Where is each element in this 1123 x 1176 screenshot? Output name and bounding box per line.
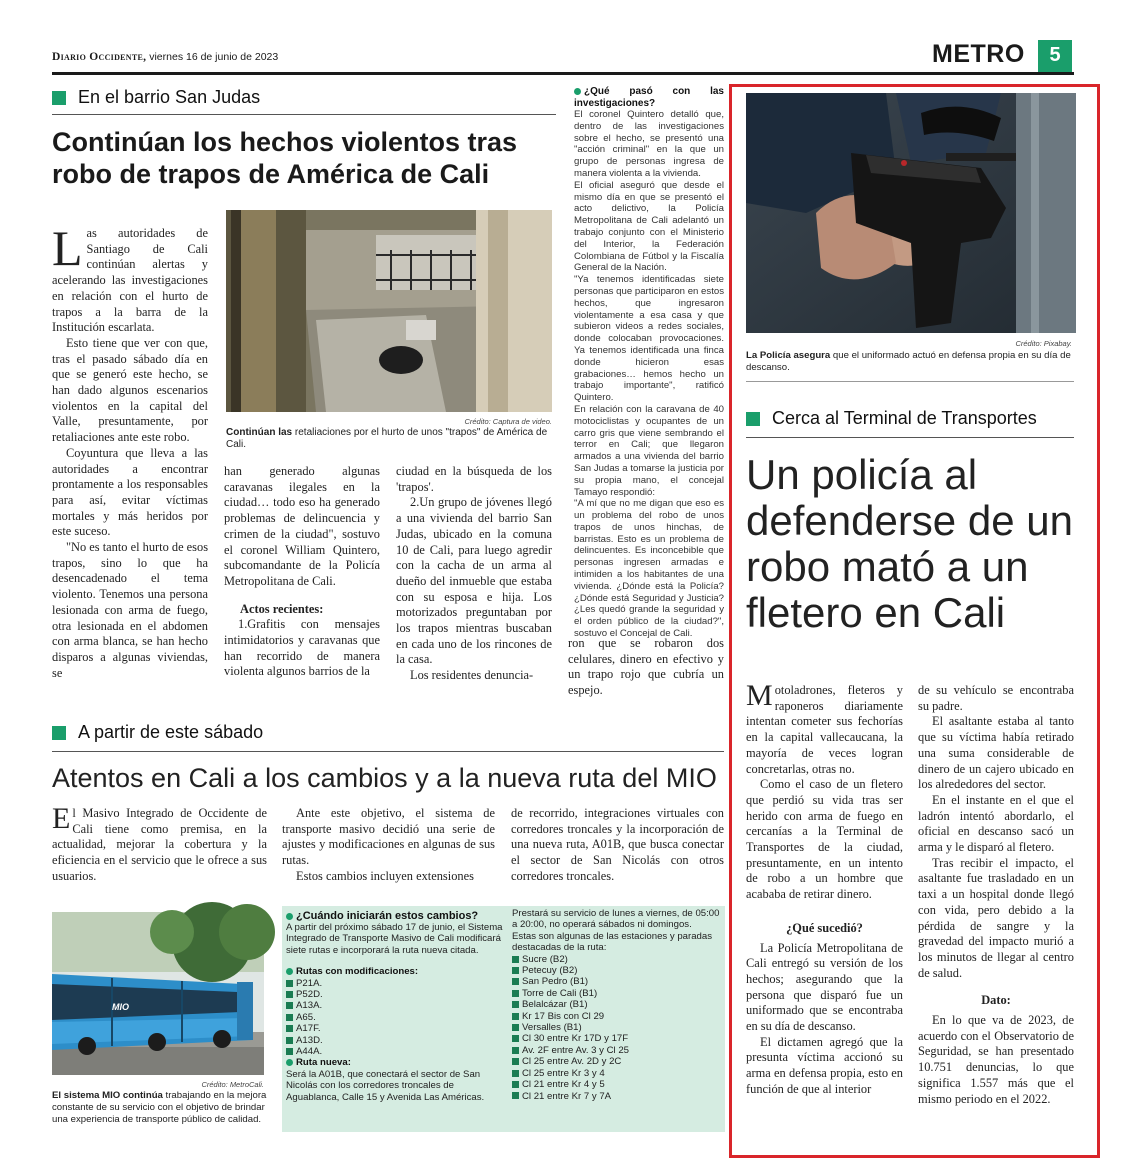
paragraph: La Policía Metropolitana de Cali entregó su versión de los hechos; asegurando que la persona que disparó fue un uniformado que se encontraba en su día de descanso. <box>746 940 903 1034</box>
spacer <box>746 903 903 911</box>
station-item: Torre de Cali (B1) <box>512 988 720 999</box>
box-text: Estas son algunas de las estaciones y paradas destacadas de la ruta: <box>512 930 712 954</box>
route-item: A44A. <box>286 1046 506 1057</box>
article1-col3 <box>396 464 552 702</box>
subhead: ¿Qué sucedió? <box>786 920 863 935</box>
paragraph: En el instante en el que el ladrón intentó abordarlo, el oficial en descanso sacó un arma y le disparó al fletero. <box>918 792 1074 855</box>
article2-headline: Atentos en Cali a los cambios y a la nueva ruta del MIO <box>52 763 717 793</box>
station-item: Belalcázar (B1) <box>512 999 720 1010</box>
mio-caption <box>52 1090 272 1125</box>
kicker-rule <box>52 751 724 752</box>
dropcap: M <box>746 679 773 712</box>
paragraph: Como el caso de un fletero que perdió su vida tras ser herido con arma de fuego en cercanías a la Terminal de Transportes de la ciudad, presuntamente, en un intento de robo a un hombre que acababa de retirar dinero. <box>746 777 903 902</box>
gun-photo <box>746 93 1076 333</box>
paragraph: 2.Un grupo de jóvenes llegó a una vivienda del barrio San Judas, ubicado en la comuna 10 de Cali, para luego agredir con la cacha de un arma al dueño del inmueble que estaba con su esposa e hija. Los motorizados preguntaban por los trapos mientras buscaban en cada uno de los rincones de la casa. <box>396 495 552 667</box>
station-item: Sucre (B2) <box>512 954 720 965</box>
paragraph: Esto tiene que ver con que, tras el pasado sábado día en que se generó este hecho, se han dado algunos escenarios violentos en la capital del Valle, presuntamente, por retaliaciones ante este robo. <box>52 335 208 445</box>
paper-name: Diario Occidente, <box>52 51 147 63</box>
box-heading: ¿Cuándo iniciarán estos cambios? <box>296 910 479 922</box>
article2-col2 <box>282 806 495 888</box>
article3-col2 <box>918 683 1074 1128</box>
paragraph: l Masivo Integrado de Occidente de Cali tiene como premisa, en la actualidad, mejorar la cobertura y la eficiencia en el servicio que le ofrece a sus usuarios. <box>52 806 267 883</box>
station-item: Kr 17 Bis con Cl 29 <box>512 1011 720 1022</box>
article1-photo <box>226 210 552 412</box>
caption-text: trabajando en la mejora constante de su servicio con el objetivo de brindar una experiencia de transporte público de calidad. <box>52 1090 267 1125</box>
paragraph: 1.Grafitis con mensajes intimidatorios y caravanas que han recorrido de manera violenta algunos barrios de la <box>224 617 380 679</box>
caption-bold: La Policía asegura <box>746 350 831 361</box>
dropcap: L <box>52 220 83 276</box>
paragraph: El dictamen agregó que la presunta víctima accionó su arma en defensa propia, esto en función de que al interior <box>746 1034 903 1096</box>
issue-date: viernes 16 de junio de 2023 <box>149 51 279 63</box>
kicker-rule <box>746 437 1074 438</box>
article2-col1 <box>52 802 267 888</box>
box-text: Prestará su servicio de lunes a viernes, de 05:00 a 20:00, no operará sábados ni domingos. <box>512 908 720 931</box>
sidebar-heading: ¿Qué pasó con las investigaciones? <box>574 86 724 109</box>
paragraph: otoladrones, fleteros y raponeros diariamente intentan cometer sus fechorías en la capital vallecaucana, la mayoría de veces logran concretarlas, otras no. <box>746 683 903 776</box>
bullet-icon <box>574 88 581 95</box>
paragraph: Estos cambios incluyen extensiones <box>296 868 474 883</box>
paragraph: de su vehículo se encontraba su padre. <box>918 683 1074 713</box>
stations-list <box>512 954 720 1102</box>
paragraph: Coyuntura que lleva a las autoridades a encontrar prontamente a los responsables para así, evitar víctimas mortales y más heridos por este suceso. <box>52 445 208 539</box>
kicker-square-icon <box>52 726 66 740</box>
article1-col2 <box>224 464 380 702</box>
mio-info-box <box>282 906 725 1132</box>
station-item: Cl 21 entre Kr 4 y 5 <box>512 1079 720 1090</box>
mio-bus-photo <box>52 912 264 1075</box>
article3-headline: Un policía al defenderse de un robo mató a un fletero en Cali <box>746 451 1073 636</box>
photo-credit: Crédito: MetroCali. <box>201 1080 264 1089</box>
photo-credit: Crédito: Captura de video. <box>464 417 552 426</box>
article3-kicker: Cerca al Terminal de Transportes <box>746 408 1037 429</box>
new-route-heading: Ruta nueva: <box>296 1057 351 1069</box>
article1-kicker: En el barrio San Judas <box>52 87 260 108</box>
bullet-icon <box>286 1059 293 1066</box>
kicker-rule <box>52 114 556 115</box>
sidebar-paragraph: El oficial aseguró que desde el mismo día en que se presentó el acto delictivo, la Policía Metropolitana de Cali adelantó un trabajo conjunto con el Ministerio del Interior, la Federación Colombiana de Fútbol y la Fiscalía General de la Nación. <box>574 179 724 274</box>
paragraph: Ante este objetivo, el sistema de transporte masivo decidió una serie de ajustes y modificaciones en algunas de sus rutas. <box>282 806 495 868</box>
page-number: 5 <box>1038 40 1072 72</box>
sidebar-paragraph: "A mí que no me digan que eso es un problema del robo de unos trapos de unos hinchas, de barristas. Esto es un problema de delincuentes. Es inconcebible que personas ingresen armadas e intimiden a los habitantes de una vivienda. ¿Dónde está la Policía? ¿Dónde está Seguridad y Justicia? ¿Les quedó grande la seguridad y el orden público de la ciudad?", sostuvo el Concejal de Cali. <box>574 498 724 640</box>
sidebar-paragraph: En relación con la caravana de 40 motociclistas y ocupantes de un carro gris que viene sembrando el terror en Cali; que llegaron armados a una vivienda del barrio San Judas a tomarse la justicia por su propia mano, el concejal Tamayo respondió: <box>574 403 724 498</box>
paragraph: as autoridades de Santiago de Cali continúan alertas y acelerando las investigaciones en relación con el hurto de trapos a la barra de la Institución escarlata. <box>52 226 208 335</box>
paragraph: Tras recibir el impacto, el asaltante fue trasladado en un taxi a un hospital donde llegó con vida, pero debido a la pérdida de sangre y la gravedad del impacto murió a los minutos de llegar al centro de salud. <box>918 855 1074 980</box>
station-item: Cl 21 entre Kr 7 y 7A <box>512 1091 720 1102</box>
sidebar-paragraph: El coronel Quintero detalló que, dentro de las investigaciones sobre el hecho, se presentó una "acción criminal" en la que un grupo de personas ingresa de manera violenta a la vivienda. <box>574 109 724 179</box>
station-item: Versalles (B1) <box>512 1022 720 1033</box>
route-item: P21A. <box>286 978 506 989</box>
station-item: Av. 2F entre Av. 3 y Cl 25 <box>512 1045 720 1056</box>
caption-rule <box>746 381 1074 382</box>
caption-text: que el uniformado actuó en defensa propia en su día de descanso. <box>746 350 1071 373</box>
paragraph: han generado algunas caravanas ilegales en la ciudad… todo eso ha generado problemas de delincuencia y crimen de la ciudad", sostuvo el coronel William Quintero, subcomandante de la Policía Metropolitana de Cali. <box>224 464 380 588</box>
route-item: A65. <box>286 1012 506 1023</box>
article2-kicker: A partir de este sábado <box>52 722 263 743</box>
routes-list <box>286 978 506 1058</box>
bullet-icon <box>286 968 293 975</box>
paragraph: de recorrido, integraciones virtuales con corredores troncales y la incorporación de una nueva ruta, A01B, que busca conectar el sector de San Nicolás con otros corredores troncales. <box>511 806 724 883</box>
route-item: A17F. <box>286 1023 506 1034</box>
section-label: METRO <box>932 40 1025 68</box>
article2-col3 <box>511 806 724 888</box>
paragraph: Los residentes denuncia- <box>410 668 534 683</box>
paragraph: ron que se robaron dos celulares, dinero en efectivo y un trapo rojo que cubría un espejo. <box>568 636 724 698</box>
box-text: A partir del próximo sábado 17 de junio, el Sistema Integrado de Transporte Masivo de Cali modificará siete rutas e incorporará la ruta nueva citada. <box>286 922 503 956</box>
kicker-square-icon <box>746 412 760 426</box>
article3-caption <box>746 350 1072 374</box>
box-left <box>286 910 506 1103</box>
box-right <box>512 908 720 1102</box>
bus-label: MIO <box>112 1002 129 1012</box>
article1-headline: Continúan los hechos violentos tras robo de trapos de América de Cali <box>52 127 518 189</box>
article1-col1 <box>52 220 209 701</box>
paragraph: El asaltante estaba al tanto que su víctima había retirado una suma considerable de dinero de un cajero ubicado en los alrededores del sector. <box>918 714 1074 792</box>
sidebar-paragraph: "Ya tenemos identificadas siete personas que participaron en estos hechos, que ingresaron violentamente a esa casa y que subieron videos a redes sociales, donde colocaban provocaciones. Ya tenemos identificada una finca donde hicieron esas grabaciones… hemos hecho un trabajo importante", ratificó Quintero. <box>574 274 724 404</box>
photo-credit: Crédito: Pixabay. <box>1015 339 1072 348</box>
routes-heading: Rutas con modificaciones: <box>296 966 419 978</box>
station-item: Cl 25 entre Av. 2D y 2C <box>512 1056 720 1067</box>
box-text: Será la A01B, que conectará el sector de San Nicolás con los corredores troncales de Aguablanca, Calle 15 y Avenida Las Américas. <box>286 1068 485 1103</box>
route-item: A13D. <box>286 1035 506 1046</box>
bullet-icon <box>286 913 293 920</box>
caption-bold: Continúan las <box>226 427 293 438</box>
caption-text: retaliaciones por el hurto de unos "trapos" de América de Cali. <box>226 427 548 450</box>
dropcap: E <box>52 802 71 835</box>
paragraph: ciudad en la búsqueda de los 'trapos'. <box>396 464 552 494</box>
route-item: A13A. <box>286 1000 506 1011</box>
kicker-square-icon <box>52 91 66 105</box>
article1-caption <box>226 427 552 451</box>
station-item: Cl 30 entre Kr 17D y 17F <box>512 1033 720 1044</box>
subhead: Dato: <box>981 993 1011 1008</box>
paragraph: "No es tanto el hurto de esos trapos, sino lo que ha desencadenado el tema violento. Tenemos una persona lesionada con arma de fuego, otra lesionada en el abdomen con arma blanca, se han hecho disparos a algunas viviendas, se <box>52 540 209 680</box>
article1-col4 <box>568 636 724 702</box>
station-item: Cl 25 entre Kr 3 y 4 <box>512 1068 720 1079</box>
paragraph: En lo que va de 2023, de acuerdo con el Observatorio de Seguridad, se han presentado 10.751 denuncias, lo que significa 1.557 más que el mismo periodo en el 2022. <box>918 1013 1074 1106</box>
subhead: Actos recientes: <box>240 601 324 616</box>
investigation-sidebar <box>574 86 724 640</box>
masthead <box>52 51 752 67</box>
header-rule <box>52 72 1074 75</box>
article3-col1 <box>746 679 903 1128</box>
station-item: San Pedro (B1) <box>512 976 720 987</box>
route-item: P52D. <box>286 989 506 1000</box>
caption-bold: El sistema MIO continúa <box>52 1090 163 1101</box>
station-item: Petecuy (B2) <box>512 965 720 976</box>
